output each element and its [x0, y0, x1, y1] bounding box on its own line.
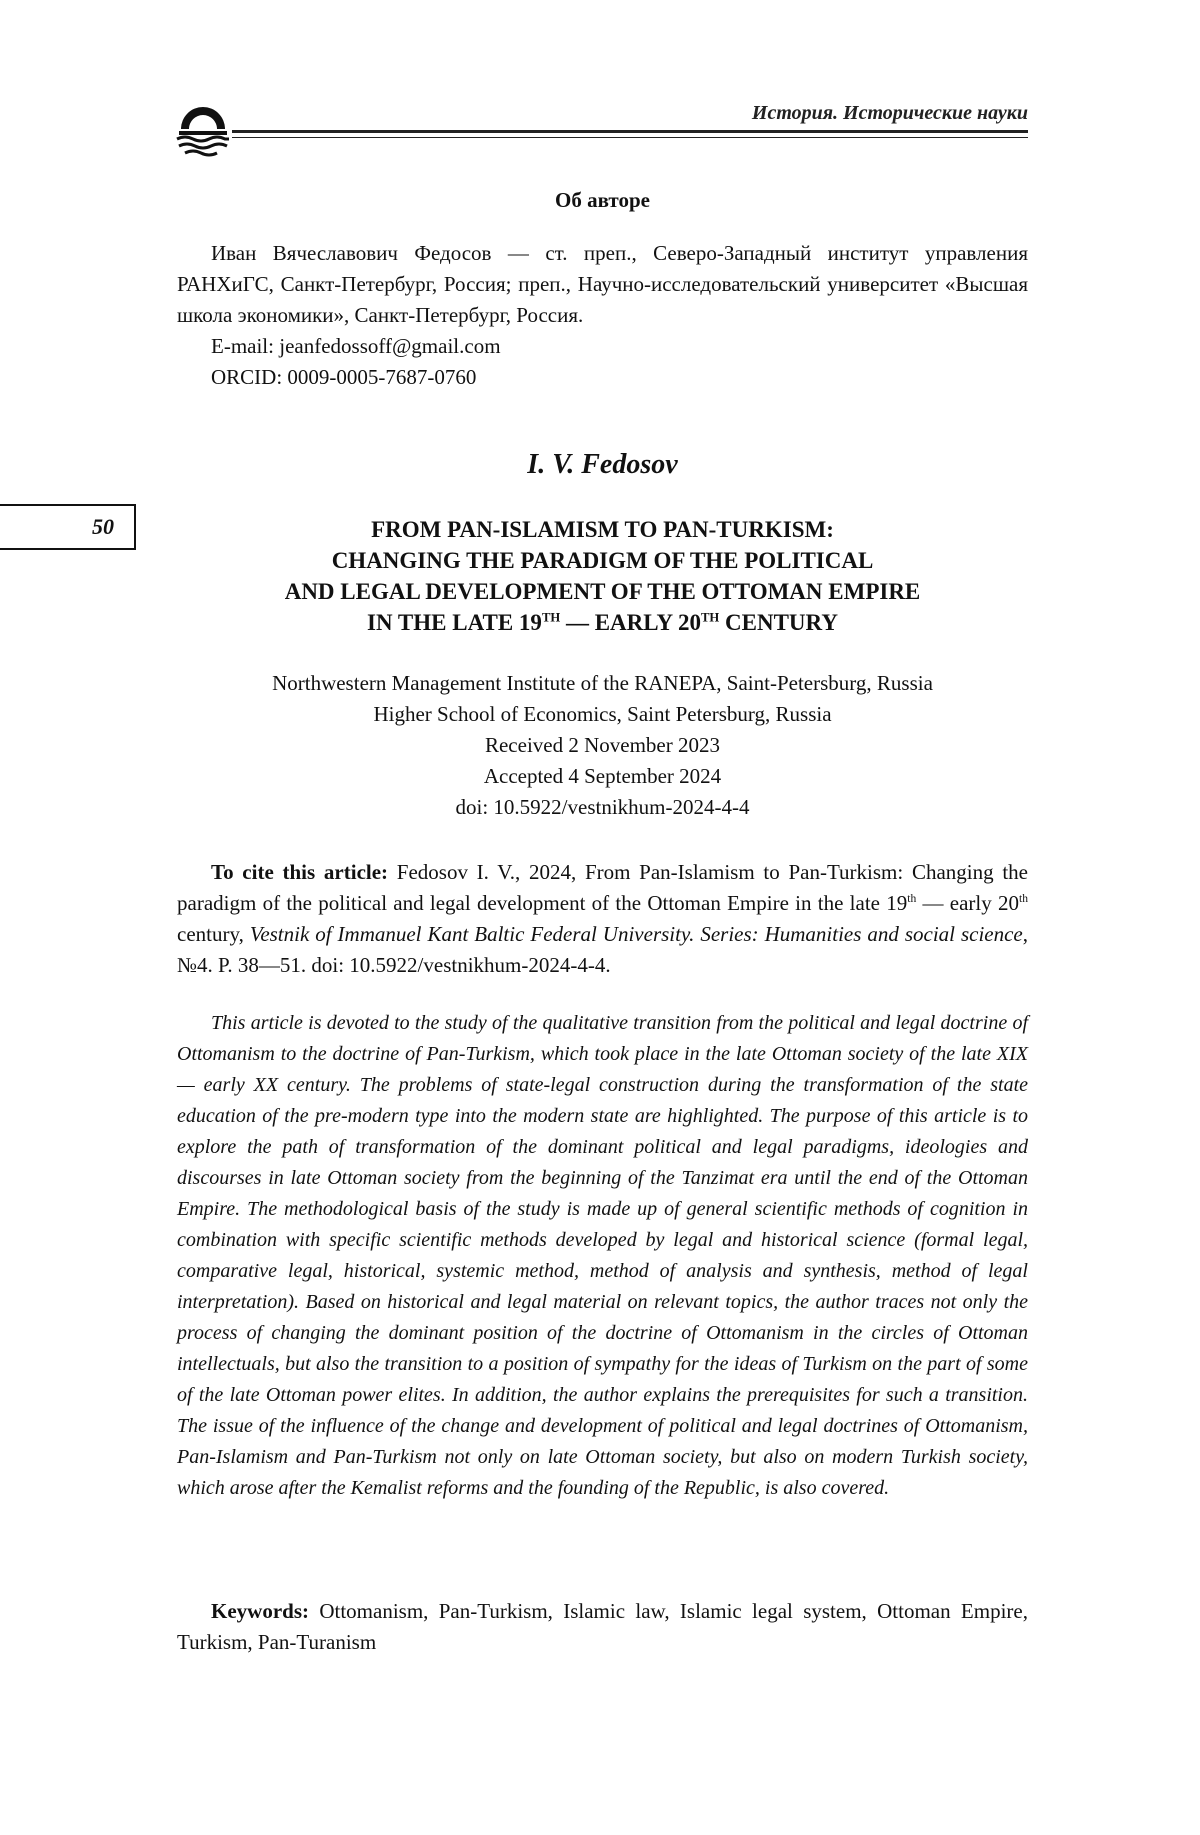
journal-logo-icon: [175, 103, 231, 159]
article-author: I. V. Fedosov: [527, 449, 678, 480]
page-number: 50: [92, 514, 114, 539]
author-email: E-mail: jeanfedossoff@gmail.com: [211, 334, 501, 358]
citation-text: To cite this article: Fedosov I. V., 2024, From Pan-Islamism to Pan-Turkism: Changing the paradigm of the political and legal development of the Ottoman Empire in the late 19th — early 20th century, Vestnik of Immanuel Kant Baltic Federal University. Series: Humanities and social science, №4. P. 38—51. doi: 10.5922/vestnikhum-2024-4-4.: [177, 860, 1028, 977]
author-bio: [177, 238, 1028, 393]
author-bio-text: Иван Вячеславович Федосов — ст. преп., Северо-Западный институт управления РАНХиГС, Санкт-Петербург, Россия; преп., Научно-исследовательский университет «Высшая школа экономики», Санкт-Петербург, Россия.: [177, 241, 1028, 327]
article-meta: [177, 668, 1028, 823]
header-rule-thick: [232, 130, 1028, 133]
abstract-text: This article is devoted to the study of the qualitative transition from the political and legal doctrine of Ottomanism to the doctrine of Pan-Turkism, which took place in the late Ottoman society of the late XIX — early XX century. The problems of state-legal construction during the transformation of the state education of the pre-modern type into the modern state are highlighted. The purpose of this article is to explore the path of transformation of the dominant political and legal paradigms, ideologies and discourses in late Ottoman society from the beginning of the Tanzimat era until the end of the Ottoman Empire. The methodological basis of the study is made up of general scientific methods of cognition in combination with specific scientific methods developed by legal and historical science (formal legal, comparative legal, historical, systemic method, method of analysis and synthesis, method of legal interpretation). Based on historical and legal material on relevant topics, the author traces not only the process of changing the dominant position of the doctrine of Ottomanism in the circles of Ottoman intellectuals, but also the transition to a position of sympathy for the ideas of Turkism on the part of some of the late Ottoman power elites. In addition, the author explains the prerequisites for such a transition. The issue of the influence of the change and development of political and legal doctrines of Ottomanism, Pan-Islamism and Pan-Turkism not only on late Ottoman society, but also on modern Turkish society, which arose after the Kemalist reforms and the founding of the Republic, is also covered.: [177, 1012, 1028, 1499]
title-line: AND LEGAL DEVELOPMENT OF THE OTTOMAN EMPIRE: [284, 579, 921, 604]
abstract-block: [177, 1008, 1028, 1504]
affiliation-1: Northwestern Management Institute of the RANEPA, Saint-Petersburg, Russia: [272, 671, 933, 695]
citation-block: [177, 857, 1028, 981]
article-title: [177, 514, 1028, 638]
accepted-date: Accepted 4 September 2024: [483, 764, 722, 788]
about-author-heading: Об авторе: [555, 188, 650, 212]
affiliation-2: Higher School of Economics, Saint Petersburg, Russia: [373, 702, 832, 726]
received-date: Received 2 November 2023: [484, 733, 720, 757]
title-line: IN THE LATE 19TH — EARLY 20TH CENTURY: [367, 610, 838, 635]
page-number-box: [0, 504, 136, 550]
title-line: FROM PAN-ISLAMISM TO PAN-TURKISM:: [371, 517, 834, 542]
title-line: CHANGING THE PARADIGM OF THE POLITICAL: [331, 548, 874, 573]
doi: doi: 10.5922/vestnikhum-2024-4-4: [455, 795, 750, 819]
running-head: История. Исторические науки: [751, 102, 1028, 124]
header-rule-thin: [232, 137, 1028, 138]
author-orcid: ORCID: 0009-0005-7687-0760: [211, 365, 477, 389]
keywords-block: [177, 1596, 1028, 1658]
keywords-text: Keywords: Ottomanism, Pan-Turkism, Islamic law, Islamic legal system, Ottoman Empire, Turkism, Pan-Turanism: [177, 1599, 1028, 1654]
